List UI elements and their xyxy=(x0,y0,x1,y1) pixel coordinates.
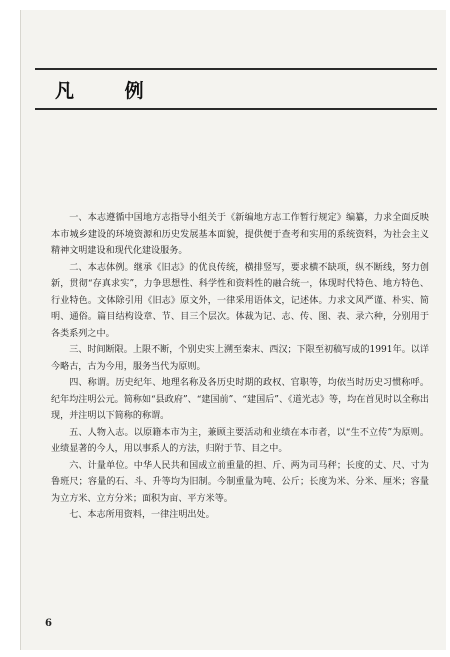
paragraph-style: 二、本志体例。继承《旧志》的优良传统，横排竖写，要求横不缺项，纵不断线，努力创新，贯彻“存真求实”，力争思想性、科学性和资料性的融合统一，体现时代特色、地方特色、行业特色。文体除引用《旧志》原文外，一律采用语体文，记述体。力求文风严谨、朴实、简明、通俗。篇目结构设章、节、目三个层次。体裁为记、志、传、图、表、录六种，分别用于各类系列之中。 xyxy=(51,262,429,339)
paragraph-time-range: 三、时间断限。上限不断，个别史实上溯至秦末、西汉；下限至初稿写成的1991年。以详今略古，古为今用，服务当代为原则。 xyxy=(51,345,429,372)
body-text xyxy=(51,210,429,524)
paragraph-sources: 七、本志所用资料，一律注明出处。 xyxy=(69,510,215,520)
title-rule-bottom xyxy=(35,108,437,110)
page-title: 凡 例 xyxy=(55,80,166,102)
paragraph-general: 一、本志遵循中国地方志指导小组关于《新编地方志工作暂行规定》编纂，力求全面反映本市城乡建设的环境资源和历史发展基本面貌，提供便于查考和实用的系统资料，为社会主义精神文明建设和现代化建设服务。 xyxy=(51,213,429,256)
title-rule-top xyxy=(35,68,437,70)
paragraph-units: 六、计量单位。中华人民共和国成立前重量的担、斤、两为司马秤；长度的丈、尺、寸为鲁班尺；容量的石、斗、升等均为旧制。今制重量为吨、公斤；长度为米、分米、厘米；容量为立方米、立方分米；面积为亩、平方米等。 xyxy=(51,460,429,504)
page-number: 6 xyxy=(45,618,52,629)
paragraph-naming: 四、称谓。历史纪年、地理名称及各历史时期的政权、官职等，均依当时历史习惯称呼。纪年均注明公元。简称如“县政府”、“建国前”、“建国后”、《道光志》等，均在首见时以全称出现，并注明以下简称的称谓。 xyxy=(51,378,430,421)
document-page xyxy=(20,10,446,650)
paragraph-people: 五、人物入志。以原籍本市为主，兼顾主要活动和业绩在本市者，以“生不立传”为原则。业绩显著的今人，用以事系人的方法，归附于节、目之中。 xyxy=(51,427,429,454)
